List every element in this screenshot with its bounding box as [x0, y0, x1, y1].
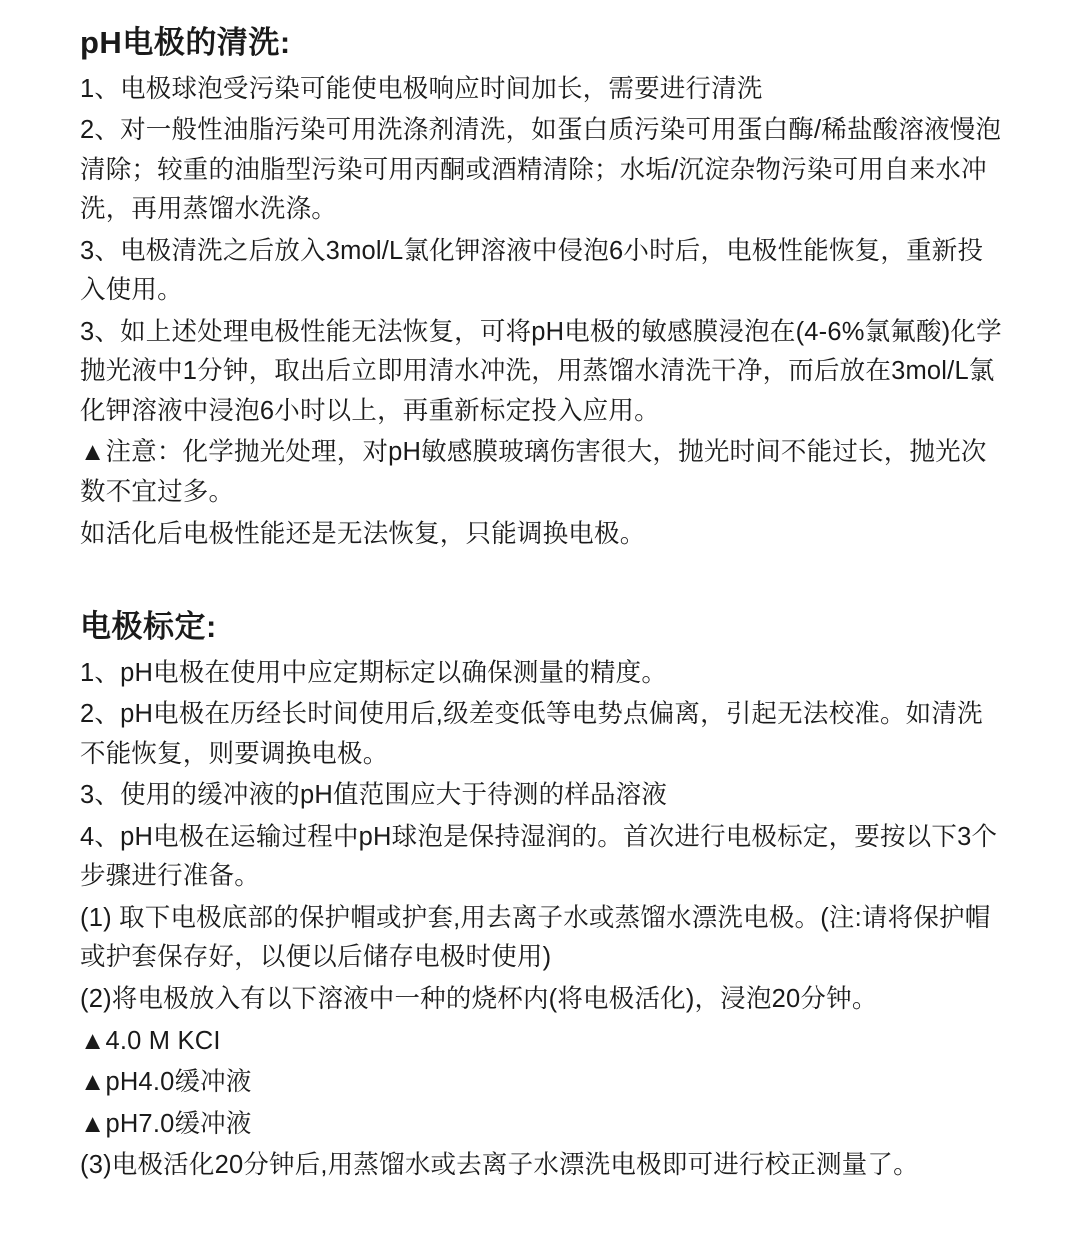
paragraph: 3、如上述处理电极性能无法恢复，可将pH电极的敏感膜浸泡在(4-6%氯氟酸)化学抛光液中1分钟，取出后立即用清水冲洗，用蒸馏水清洗干净，而后放在3mol/L氯化钾溶液中浸泡6小时以上，再重新标定投入应用。 — [80, 317, 1002, 425]
paragraph: 1、pH电极在使用中应定期标定以确保测量的精度。 — [80, 658, 668, 687]
paragraph: 如活化后电极性能还是无法恢复，只能调换电极。 — [80, 519, 646, 548]
paragraph: 3、使用的缓冲液的pH值范围应大于待测的样品溶液 — [80, 781, 668, 810]
paragraph: 3、电极清洗之后放入3mol/L氯化钾溶液中侵泡6小时后，电极性能恢复，重新投入使用。 — [80, 236, 984, 305]
solution-item: ▲pH7.0缓冲液 — [80, 1109, 252, 1138]
paragraph-step-1: (1) 取下电极底部的保护帽或护套,用去离子水或蒸馏水漂洗电极。(注:请将保护帽或护套保存好，以便以后储存电极时使用) — [80, 903, 991, 972]
paragraph: 1、电极球泡受污染可能使电极响应时间加长，需要进行清洗 — [80, 74, 763, 103]
paragraph: 2、pH电极在历经长时间使用后,级差变低等电势点偏离，引起无法校准。如清洗不能恢复，则要调换电极。 — [80, 700, 983, 768]
paragraph: 2、对一般性油脂污染可用洗涤剂清洗，如蛋白质污染可用蛋白酶/稀盐酸溶液慢泡清除；较重的油脂型污染可用丙酮或酒精清除；水垢/沉淀杂物污染可用自来水冲洗，再用蒸馏水洗涤。 — [80, 116, 1002, 224]
section-title-calibration: 电极标定: — [80, 609, 217, 645]
paragraph: 4、pH电极在运输过程中pH球泡是保持湿润的。首次进行电极标定，要按以下3个步骤进行准备。 — [80, 822, 998, 891]
solution-item: ▲4.0 M KCI — [80, 1026, 221, 1055]
section-title-cleaning: pH电极的清洗: — [80, 25, 291, 60]
paragraph-step-3: (3)电极活化20分钟后,用蒸馏水或去离子水漂洗电极即可进行校正测量了。 — [80, 1151, 919, 1180]
solution-item: ▲pH4.0缓冲液 — [80, 1068, 252, 1097]
paragraph-note: ▲注意：化学抛光处理，对pH敏感膜玻璃伤害很大，抛光时间不能过长，抛光次数不宜过多。 — [80, 438, 987, 506]
paragraph-step-2: (2)将电极放入有以下溶液中一种的烧杯内(将电极活化)，浸泡20分钟。 — [80, 985, 878, 1013]
